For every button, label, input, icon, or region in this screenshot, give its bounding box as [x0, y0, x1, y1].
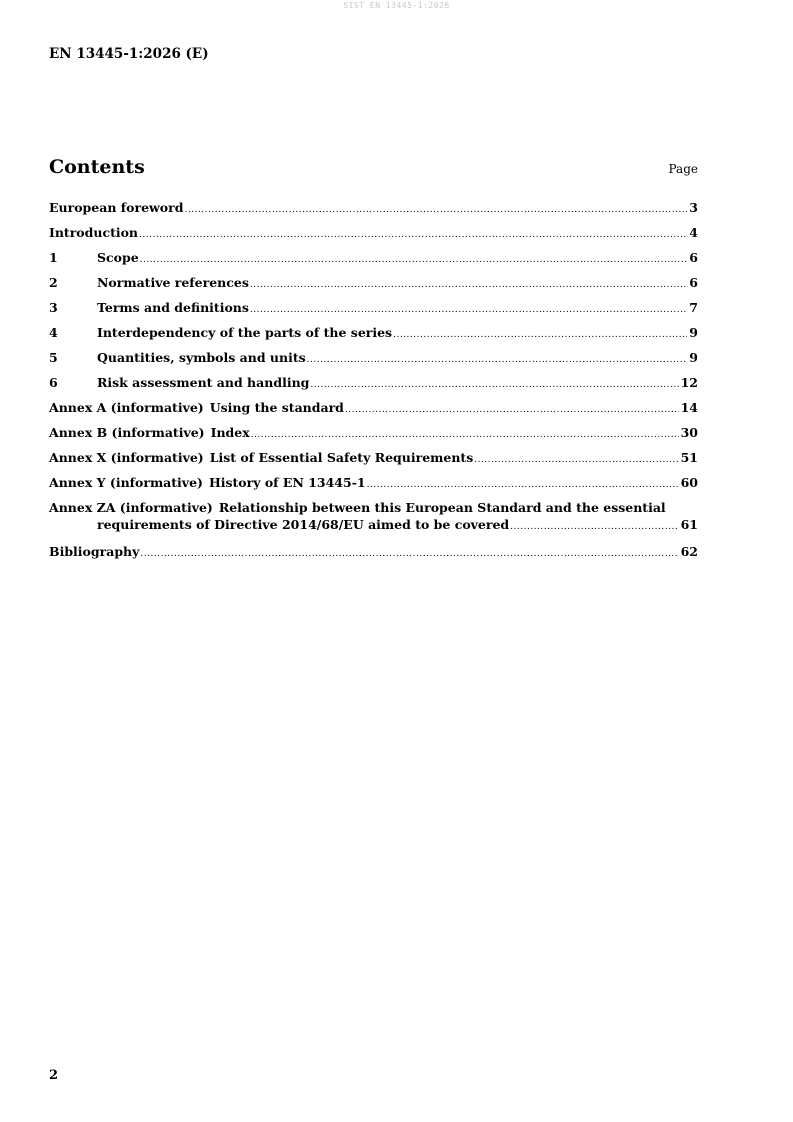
toc-entry-title-line-2: requirements of Directive 2014/68/EU aimed to be covered [97, 517, 510, 532]
toc-entry-page: 4 [689, 225, 698, 240]
toc-entry-normative-references[interactable] [49, 275, 698, 300]
toc-entry-page: 12 [680, 375, 698, 390]
toc-entry-number: 2 [49, 275, 58, 290]
toc-leader-dots [140, 549, 678, 559]
toc-entry-number: 4 [49, 325, 58, 340]
toc-leader-dots [367, 480, 679, 490]
page-column-label: Page [668, 162, 698, 176]
toc-leader-dots [474, 455, 678, 465]
toc-entry-page: 60 [680, 475, 698, 490]
toc-leader-dots [393, 330, 687, 340]
toc-leader-dots [140, 255, 688, 265]
toc-entry-title: European foreword [49, 200, 184, 215]
toc-leader-dots [250, 280, 687, 290]
watermark: SIST EN 13445-1:2026 [343, 1, 450, 10]
toc-entry-number: 1 [49, 250, 58, 265]
toc-leader-dots [139, 230, 687, 240]
toc-entry-title: Risk assessment and handling [97, 375, 310, 390]
toc-leader-dots [310, 380, 678, 390]
toc-entry-page: 14 [680, 400, 698, 415]
page-number: 2 [49, 1068, 59, 1083]
toc-entry-european-foreword[interactable] [49, 200, 698, 225]
toc-entry-page: 6 [689, 275, 698, 290]
toc-entry-title: Scope [97, 250, 139, 265]
toc-entry-risk-assessment[interactable] [49, 375, 698, 400]
toc-entry-line-2 [49, 517, 698, 532]
document-id-header: EN 13445-1:2026 (E) [49, 46, 209, 62]
table-of-contents [49, 200, 698, 569]
toc-entry-annex-y[interactable] [49, 475, 698, 500]
toc-entry-title: Bibliography [49, 544, 140, 559]
toc-entry-page: 3 [689, 200, 698, 215]
toc-entry-page: 62 [680, 544, 698, 559]
toc-entry-title: Quantities, symbols and units [97, 350, 306, 365]
toc-entry-page: 6 [689, 250, 698, 265]
toc-entry-title-line-1: Relationship between this European Standard and the essential [218, 500, 666, 515]
toc-entry-page: 30 [680, 425, 698, 440]
toc-entry-number: 5 [49, 350, 58, 365]
toc-entry-title: Introduction [49, 225, 139, 240]
toc-entry-annex-za[interactable] [49, 500, 698, 544]
toc-annex-prefix: Annex B (informative) [49, 425, 205, 440]
toc-entry-page: 51 [680, 450, 698, 465]
toc-annex-prefix: Annex Y (informative) [49, 475, 203, 490]
contents-heading: Contents [49, 156, 145, 178]
toc-entry-annex-a[interactable] [49, 400, 698, 425]
toc-entry-number: 3 [49, 300, 58, 315]
toc-entry-page: 9 [689, 325, 698, 340]
toc-entry-scope[interactable] [49, 250, 698, 275]
toc-entry-annex-b[interactable] [49, 425, 698, 450]
toc-entry-terms-and-definitions[interactable] [49, 300, 698, 325]
toc-entry-page: 61 [680, 517, 698, 532]
toc-entry-title: List of Essential Safety Requirements [209, 450, 474, 465]
toc-annex-prefix: Annex A (informative) [49, 400, 204, 415]
toc-leader-dots [307, 355, 688, 365]
toc-leader-dots [251, 430, 679, 440]
toc-entry-title: Index [210, 425, 250, 440]
toc-entry-page: 7 [689, 300, 698, 315]
toc-entry-bibliography[interactable] [49, 544, 698, 569]
toc-leader-dots [345, 405, 679, 415]
toc-entry-title: Using the standard [209, 400, 344, 415]
toc-entry-interdependency[interactable] [49, 325, 698, 350]
toc-entry-title: Terms and definitions [97, 300, 249, 315]
toc-entry-quantities-symbols-units[interactable] [49, 350, 698, 375]
toc-annex-prefix: Annex ZA (informative) [49, 500, 213, 515]
toc-entry-title: Normative references [97, 275, 249, 290]
toc-entry-title: Interdependency of the parts of the series [97, 325, 393, 340]
toc-entry-line-1 [49, 500, 698, 517]
toc-entry-annex-x[interactable] [49, 450, 698, 475]
toc-entry-page: 9 [689, 350, 698, 365]
toc-leader-dots [510, 522, 678, 532]
toc-entry-number: 6 [49, 375, 58, 390]
toc-annex-prefix: Annex X (informative) [49, 450, 204, 465]
toc-leader-dots [184, 205, 687, 215]
toc-entry-title: History of EN 13445-1 [208, 475, 366, 490]
toc-entry-introduction[interactable] [49, 225, 698, 250]
toc-leader-dots [250, 305, 687, 315]
